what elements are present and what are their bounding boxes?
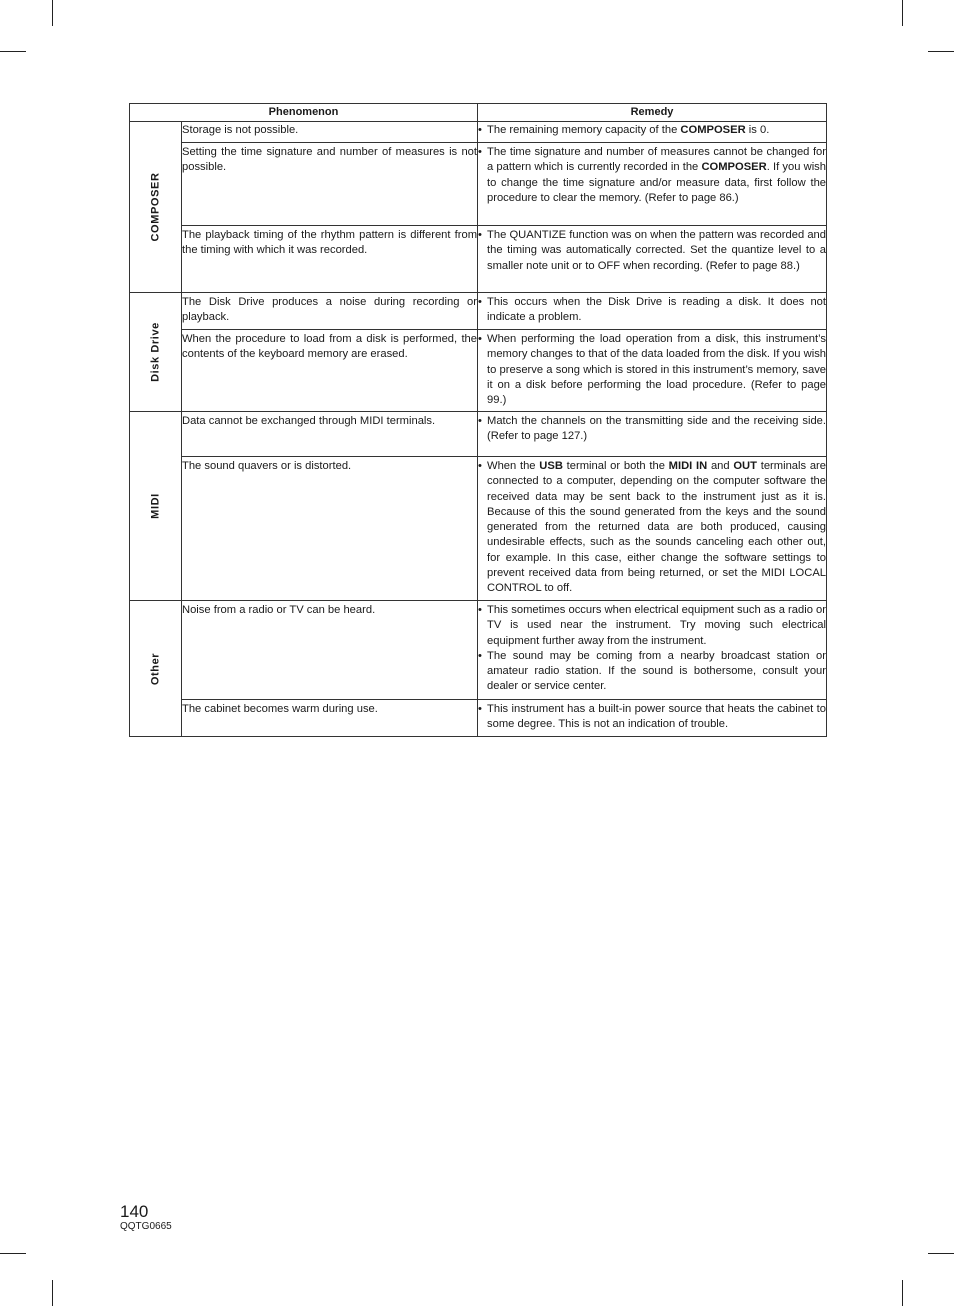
- phenomenon-text: The sound quavers or is distorted.: [182, 460, 352, 472]
- crop-mark: [52, 0, 53, 26]
- phenomenon-text: Storage is not possible.: [182, 124, 299, 136]
- phenomenon-text: The Disk Drive produces a noise during recording or playback.: [182, 296, 478, 324]
- table-row: [130, 293, 827, 330]
- category-cell-other: [130, 601, 182, 737]
- crop-mark: [928, 51, 954, 52]
- table-row: [130, 226, 827, 293]
- table-row: [130, 330, 827, 412]
- crop-mark: [52, 1280, 53, 1306]
- bullet: •: [478, 296, 482, 308]
- bullet: •: [478, 649, 482, 662]
- crop-mark: [0, 51, 26, 52]
- phenomenon-text: The cabinet becomes warm during use.: [182, 703, 378, 715]
- bullet: •: [478, 124, 482, 136]
- category-label: MIDI: [148, 493, 161, 519]
- remedy-text: This occurs when the Disk Drive is reading a disk. It does not indicate a problem.: [487, 296, 827, 324]
- bullet: •: [478, 703, 482, 715]
- remedy-header: Remedy: [478, 104, 827, 122]
- remedy-text: The QUANTIZE function was on when the pattern was recorded and the timing was automatically corrected. Set the quantize level to a smaller note unit or to OFF when recording. (Refer to page 88.): [487, 229, 827, 272]
- table-header-row: [130, 104, 827, 122]
- document-code: QQTG0665: [120, 1221, 172, 1232]
- phenomenon-text: When the procedure to load from a disk is performed, the contents of the keyboard memory are erased.: [182, 333, 478, 361]
- remedy-text: The time signature and number of measures cannot be changed for a pattern which is currently recorded in the COMPOSER. If you wish to change the time signature and/or measure data, first follow the procedure to clear the memory. (Refer to page 86.): [487, 146, 827, 204]
- crop-mark: [902, 1280, 903, 1306]
- phenomenon-text: Noise from a radio or TV can be heard.: [182, 604, 376, 616]
- remedy-text: This sometimes occurs when electrical equipment such as a radio or TV is used near the instrument. Try moving such electrical equipment further away from the instrument.: [487, 604, 827, 647]
- table-row: [130, 700, 827, 737]
- bullet: •: [478, 146, 482, 158]
- remedy-text: When the USB terminal or both the MIDI IN and OUT terminals are connected to a computer, depending on the computer software the received data may be sent back to the instrument just as it is. Because of this the sound generated from the keys and the sound generated from the returned data are both produced, causing undesirable effects, such as the sounds canceling each other out, for example. In this case, either change the software settings to prevent received data from being returned, or set the MIDI LOCAL CONTROL to off.: [487, 460, 827, 595]
- bullet: •: [478, 333, 482, 345]
- category-label: Disk Drive: [148, 322, 161, 382]
- table-row: [130, 143, 827, 226]
- crop-mark: [928, 1253, 954, 1254]
- category-cell-midi: [130, 412, 182, 601]
- phenomenon-text: The playback timing of the rhythm pattern is different from the timing with which it was recorded.: [182, 229, 478, 257]
- remedy-text: When performing the load operation from a disk, this instrument’s memory changes to that of the data loaded from the disk. If you wish to preserve a song which is stored in this instrument’s memory, save it on a disk before performing the load procedure. (Refer to page 99.): [487, 333, 827, 407]
- category-cell-composer: [130, 122, 182, 293]
- table-row: [130, 601, 827, 700]
- page-number: 140: [120, 1202, 149, 1221]
- table-row: [130, 457, 827, 601]
- crop-mark: [0, 1253, 26, 1254]
- bullet: •: [478, 460, 482, 472]
- category-label: COMPOSER: [148, 172, 161, 242]
- category-label: Other: [148, 652, 161, 685]
- bullet: •: [478, 604, 482, 616]
- remedy-text: The remaining memory capacity of the COMPOSER is 0.: [487, 124, 770, 136]
- category-cell-disk-drive: [130, 293, 182, 412]
- bullet: •: [478, 415, 482, 427]
- crop-mark: [902, 0, 903, 26]
- remedy-text: Match the channels on the transmitting side and the receiving side. (Refer to page 127.): [487, 415, 827, 443]
- table-row: [130, 412, 827, 457]
- remedy-text: The sound may be coming from a nearby broadcast station or amateur radio station. If the sound is bothersome, consult your dealer or service center.: [487, 649, 827, 693]
- table-row: [130, 122, 827, 143]
- bullet: •: [478, 229, 482, 241]
- phenomenon-text: Data cannot be exchanged through MIDI terminals.: [182, 415, 436, 427]
- phenomenon-header: Phenomenon: [130, 104, 478, 122]
- phenomenon-text: Setting the time signature and number of measures is not possible.: [182, 146, 478, 174]
- troubleshooting-table: [129, 103, 827, 737]
- remedy-text: This instrument has a built-in power source that heats the cabinet to some degree. This is not an indication of trouble.: [487, 703, 827, 731]
